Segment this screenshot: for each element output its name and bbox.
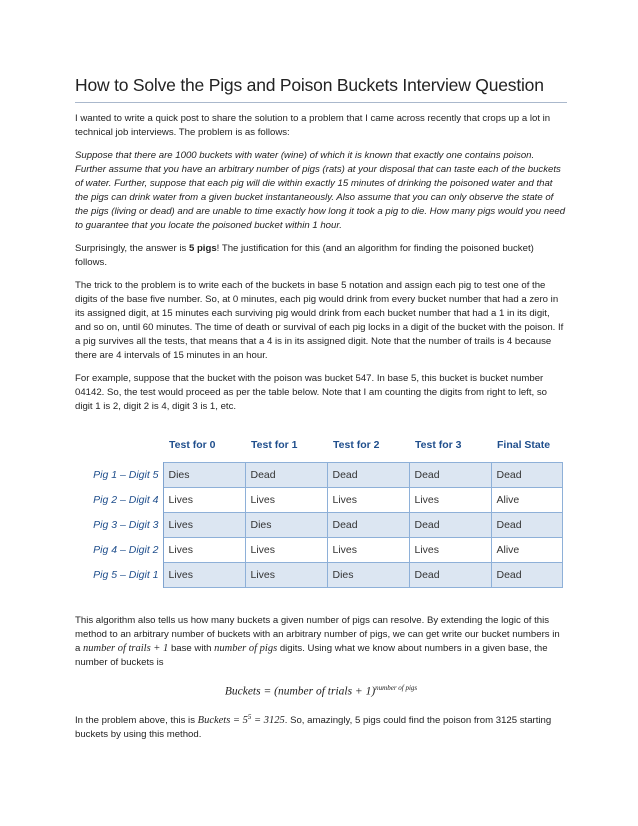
table-cell: Lives: [409, 488, 491, 513]
row-label: Pig 2 – Digit 4: [75, 488, 163, 513]
answer-paragraph: [75, 242, 567, 270]
pig-test-table: [75, 436, 563, 588]
row-label: Pig 5 – Digit 1: [75, 563, 163, 588]
col-header: Test for 3: [415, 439, 462, 451]
final-text-b: . So, amazingly, 5 pigs could find the poison from 3125 starting buckets by using this method.: [75, 714, 552, 740]
table-cell: Dead: [245, 463, 327, 488]
table-cell: Dead: [491, 563, 563, 588]
table-cell: Dead: [491, 513, 563, 538]
table-row: [75, 488, 563, 513]
table-cell: Alive: [491, 488, 563, 513]
col-header: Final State: [497, 439, 551, 451]
algorithm-paragraph: [75, 614, 567, 670]
final-text-a: In the problem above, this is: [75, 714, 198, 726]
answer-bold: 5 pigs: [188, 243, 217, 254]
table-cell: Alive: [491, 538, 563, 563]
row-label: Pig 3 – Digit 3: [75, 513, 163, 538]
final-paragraph: [75, 710, 567, 742]
table-cell: Dead: [327, 463, 409, 488]
table-cell: Lives: [163, 563, 245, 588]
table-cell: Dead: [409, 513, 491, 538]
table-cell: Lives: [163, 513, 245, 538]
table-cell: Dead: [409, 563, 491, 588]
table-row: [75, 513, 563, 538]
row-label: Pig 1 – Digit 5: [75, 463, 163, 488]
table-cell: Lives: [327, 538, 409, 563]
col-header: Test for 1: [251, 439, 298, 451]
algo-text-b: base with: [168, 643, 215, 654]
algo-text-a: This algorithm also tells us how many buckets a given number of pigs can resolve. By extending the logic of this method to an arbitrary number of buckets with an arbitrary number of pigs, we can get write our bucket numbers in a: [75, 615, 560, 654]
table-row: [75, 538, 563, 563]
table-cell: Lives: [163, 538, 245, 563]
final-math: Buckets = 5: [197, 714, 248, 726]
problem-statement: Suppose that there are 1000 buckets with water (wine) of which it is known that exactly one contains poison. Further assume that you have an arbitrary number of pigs (rats) at your disposal that can taste each of the buckets of water. Further, suppose that each pig will die within exactly 15 minutes of drinking the poisoned water and that the pigs can drink water from a given bucket instantaneously. Also assume that you can only observe the state of the pigs (living or dead) and are unable to time exactly how long it took a pig to die. How many pigs would you need to guarantee that you locate the poisoned bucket within 1 hour.: [75, 150, 566, 231]
corner-cell: [75, 436, 163, 463]
table-cell: Dies: [327, 563, 409, 588]
math-number-of-pigs: number of pigs: [214, 643, 278, 654]
table-row: [75, 563, 563, 588]
document-page: [75, 75, 567, 742]
algo-text-c: digits. Using what we know about numbers in a given base, the number of buckets is: [75, 643, 548, 668]
example-paragraph: For example, suppose that the bucket with the poison was bucket 547. In base 5, this bucket is bucket number 04142. So, the test would proceed as per the table below. Note that I am counting the digits from right to left, so digit 1 is 2, digit 2 is 4, digit 3 is 1, etc.: [75, 373, 547, 412]
table-cell: Lives: [409, 538, 491, 563]
intro-paragraph: I wanted to write a quick post to share the solution to a problem that I came across recently that crops up a lot in technical job interviews. The problem is as follows:: [75, 113, 551, 138]
trick-paragraph: The trick to the problem is to write each of the buckets in base 5 notation and assign each pig to test one of the digits of the base five number. So, at 0 minutes, each pig would drink from every bucket number that had a zero in its assigned digit, at 15 minutes each surviving pig would drink from each bucket number that had a 1 in its digit, and so on, until 60 minutes. The time of death or survival of each pig locks in a digit of the bucket with the poison. If a pig survives all the tests, that means that a 4 is in its assigned digit. Note that the number of trails is 4 because there are 4 intervals of 15 minutes in an hour.: [75, 280, 564, 361]
table-cell: Dies: [163, 463, 245, 488]
table-cell: Dead: [327, 513, 409, 538]
final-exponent: 5: [247, 712, 252, 721]
table-cell: Dead: [409, 463, 491, 488]
math-number-of-trails: number of trails + 1: [83, 643, 169, 654]
table-cell: Dies: [245, 513, 327, 538]
table-cell: Lives: [245, 563, 327, 588]
table-cell: Dead: [491, 463, 563, 488]
formula-main: Buckets = (number of trials + 1): [224, 685, 376, 698]
buckets-formula: [75, 681, 567, 699]
col-header: Test for 2: [333, 439, 380, 451]
table-row: [75, 463, 563, 488]
col-header: Test for 0: [169, 439, 216, 451]
formula-exponent: number of pigs: [375, 684, 418, 692]
answer-post: ! The justification for this (and an algorithm for finding the poisoned bucket) follows.: [75, 243, 534, 268]
table-cell: Lives: [163, 488, 245, 513]
table-header-row: [75, 436, 563, 463]
table-cell: Lives: [327, 488, 409, 513]
row-label: Pig 4 – Digit 2: [75, 538, 163, 563]
table-cell: Lives: [245, 488, 327, 513]
page-title: How to Solve the Pigs and Poison Buckets Interview Question: [75, 75, 567, 103]
final-math-result: = 3125: [251, 714, 285, 726]
answer-pre: Surprisingly, the answer is: [75, 243, 189, 254]
table-cell: Lives: [245, 538, 327, 563]
